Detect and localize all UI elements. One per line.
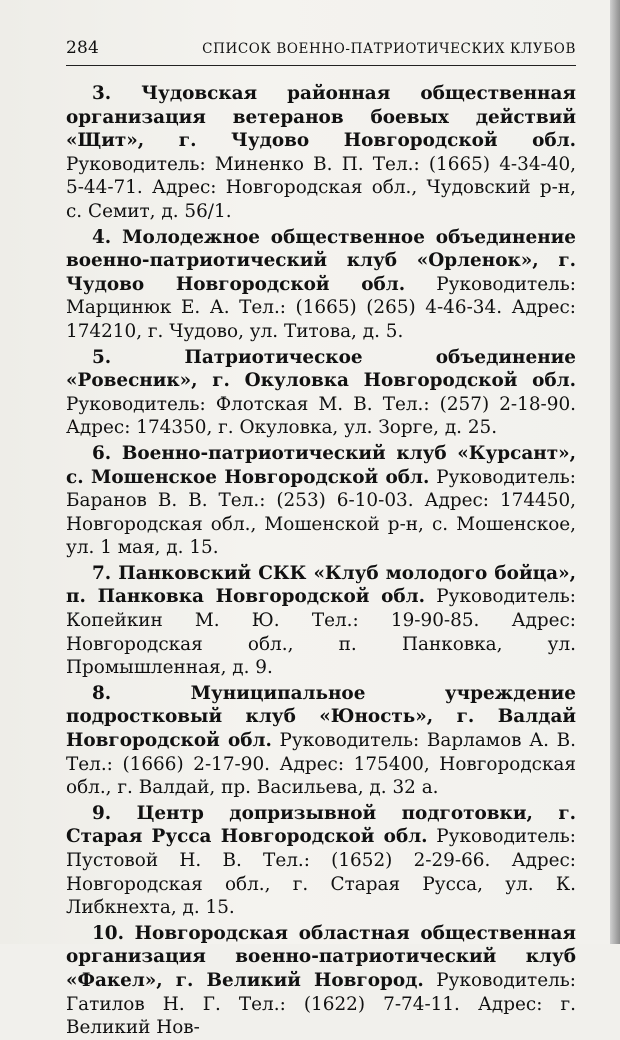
club-entry-heading: 3. Чудовская районная общественная организация ветеранов боевых действий «Щит», г. Чудово Новгородской обл. (66, 83, 576, 152)
page-number: 284 (66, 38, 100, 58)
book-spine-shadow (610, 0, 620, 944)
club-entry (66, 562, 576, 680)
club-entry (66, 922, 576, 1040)
club-entry-body: Руководитель: Марцинюк Е. А. Тел.: (1665) (265) 4-46-34. Адрес: 174210, г. Чудово, ул. Титова, д. 5. (66, 273, 576, 342)
club-entry-body: Руководитель: Гатилов Н. Г. Тел.: (1622) 7-74-11. Адрес: г. Великий Нов- (66, 969, 576, 1039)
club-entry-heading: 7. Панковский СКК «Клуб молодого бойца», п. Панковка Новгородской обл. (66, 562, 576, 608)
club-entry-body: Руководитель: Копейкин М. Ю. Тел.: 19-90-85. Адрес: Новгородская обл., п. Панковка, ул. Промышленная, д. 9. (66, 586, 576, 679)
club-entry-heading: 4. Молодежное общественное объединение военно-патриотический клуб «Орленок», г. Чудово Новгородской обл. (66, 226, 576, 295)
club-entry (66, 682, 576, 800)
club-entry (66, 346, 576, 440)
club-entry (66, 82, 576, 224)
club-entry-body: Руководитель: Варламов А. В. Тел.: (1666) 2-17-90. Адрес: 175400, Новгородская обл., г. Валдай, пр. Васильева, д. 32 а. (66, 730, 576, 799)
club-entry-heading: 10. Новгородская областная общественная организация военно-патриотический клуб «Факел», г. Великий Новгород. (66, 922, 576, 991)
club-entry-heading: 9. Центр допризывной подготовки, г. Старая Русса Новгородской обл. (66, 802, 576, 848)
club-entry-body: Руководитель: Пустовой Н. В. Тел.: (1652) 2-29-66. Адрес: Новгородская обл., г. Старая Русса, ул. К. Либкнехта, д. 15. (66, 826, 576, 919)
club-entry-heading: 5. Патриотическое объединение «Ровесник», г. Окуловка Новгородской обл. (66, 346, 576, 392)
club-list (66, 82, 576, 1040)
club-entry-heading: 8. Муниципальное учреждение подростковый клуб «Юность», г. Валдай Новгородской обл. (66, 682, 576, 752)
running-head (66, 38, 576, 66)
club-entry-body: Руководитель: Баранов В. В. Тел.: (253) 6-10-03. Адрес: 174450, Новгородская обл., Мошенской р-н, с. Мошенское, ул. 1 мая, д. 15. (66, 466, 576, 559)
club-entry (66, 226, 576, 344)
club-entry (66, 442, 576, 560)
club-entry-heading: 6. Военно-патриотический клуб «Курсант», с. Мошенское Новгородской обл. (66, 442, 576, 488)
club-entry-body: Руководитель: Миненко В. П. Тел.: (1665) 4-34-40, 5-44-71. Адрес: Новгородская обл., Чудовский р-н, с. Семит, д. 56/1. (66, 153, 576, 222)
club-entry (66, 802, 576, 920)
club-entry-body: Руководитель: Флотская М. В. Тел.: (257) 2-18-90. Адрес: 174350, г. Окуловка, ул. Зорге, д. 25. (66, 393, 576, 439)
running-title: СПИСОК ВОЕННО-ПАТРИОТИЧЕСКИХ КЛУБОВ (202, 41, 576, 57)
